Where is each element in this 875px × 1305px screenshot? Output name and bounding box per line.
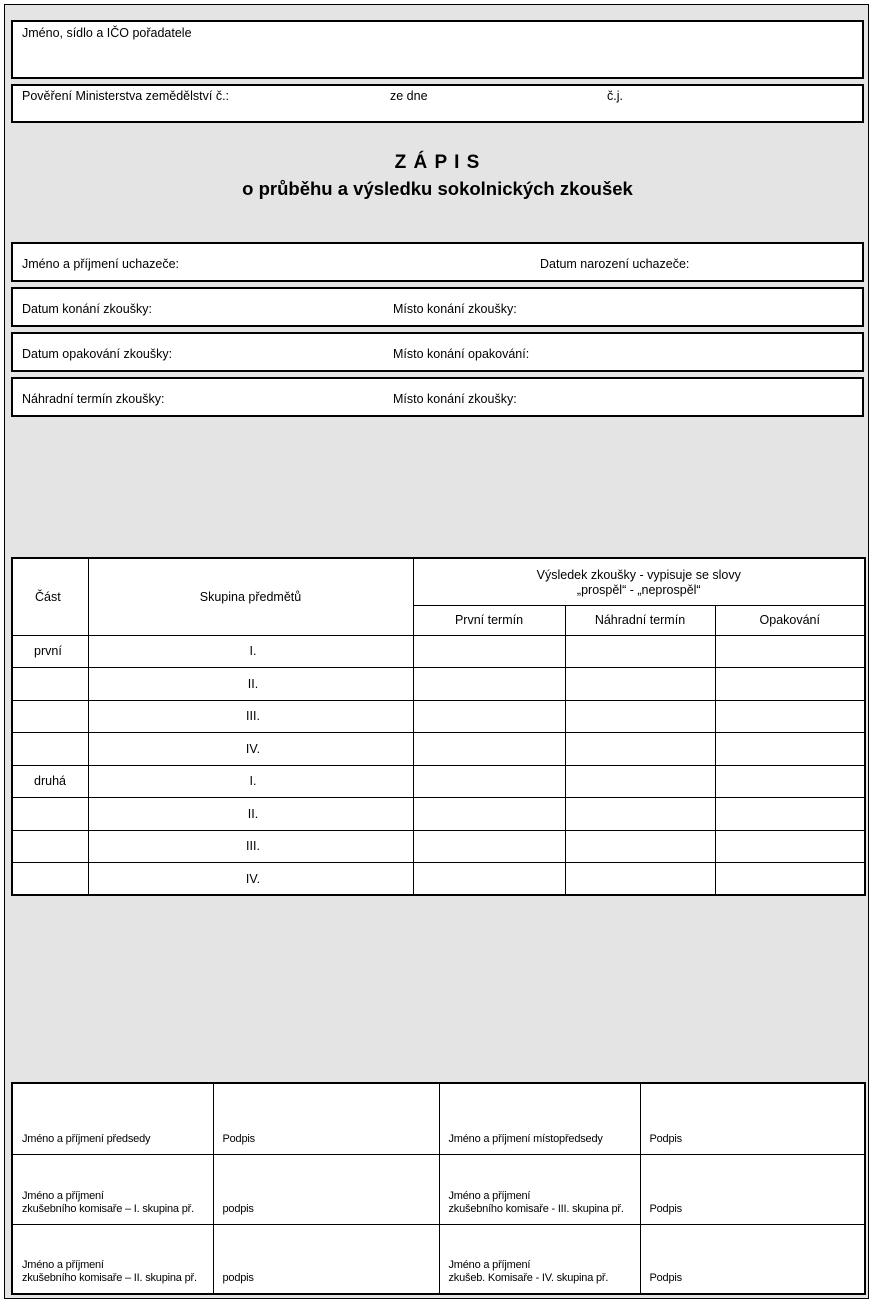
part-cell	[12, 830, 88, 863]
candidate-name-label: Jméno a příjmení uchazeče:	[22, 257, 180, 271]
part-cell: první	[12, 635, 88, 668]
repeat-cell[interactable]	[715, 635, 865, 668]
signature-row	[12, 1224, 865, 1294]
replacement-date-label: Náhradní termín zkoušky:	[22, 392, 165, 406]
group-cell: IV.	[88, 863, 413, 896]
header-part: Část	[12, 558, 88, 635]
signature-cell[interactable]: podpis	[213, 1154, 439, 1224]
repeat-cell[interactable]	[715, 733, 865, 766]
organizer-box[interactable]	[11, 20, 864, 79]
group-cell: II.	[88, 798, 413, 831]
part-cell: druhá	[12, 765, 88, 798]
replacement-term-cell[interactable]	[565, 700, 715, 733]
replacement-term-cell[interactable]	[565, 635, 715, 668]
signature-cell[interactable]: Podpis	[640, 1154, 865, 1224]
replacement-place-label: Místo konání zkoušky:	[393, 392, 517, 406]
name-cell[interactable]: Jméno a příjmení předsedy	[12, 1083, 213, 1154]
replacement-term-cell[interactable]	[565, 798, 715, 831]
group-cell: I.	[88, 765, 413, 798]
repeat-cell[interactable]	[715, 830, 865, 863]
name-cell[interactable]: Jméno a příjmení zkušebního komisaře - III. skupina př.	[439, 1154, 640, 1224]
repeat-cell[interactable]	[715, 668, 865, 701]
authorization-ref-label: č.j.	[607, 89, 623, 103]
table-row	[12, 700, 865, 733]
repeat-date-label: Datum opakování zkoušky:	[22, 347, 173, 361]
signature-row	[12, 1083, 865, 1154]
replacement-term-cell[interactable]	[565, 668, 715, 701]
signature-cell[interactable]: Podpis	[213, 1083, 439, 1154]
repeat-cell[interactable]	[715, 765, 865, 798]
replacement-term-cell[interactable]	[565, 765, 715, 798]
authorization-label: Pověření Ministerstva zemědělství č.:	[22, 89, 230, 103]
group-cell: II.	[88, 668, 413, 701]
repeat-cell[interactable]	[715, 863, 865, 896]
part-cell	[12, 863, 88, 896]
name-cell[interactable]: Jméno a příjmení zkušebního komisaře – II. skupina př.	[12, 1224, 213, 1294]
first-term-cell[interactable]	[413, 765, 565, 798]
replacement-term-cell[interactable]	[565, 863, 715, 896]
header-group: Skupina předmětů	[88, 558, 413, 635]
repeat-date-box[interactable]	[11, 332, 864, 372]
exam-place-label: Místo konání zkoušky:	[393, 302, 517, 316]
signature-cell[interactable]: Podpis	[640, 1083, 865, 1154]
part-cell	[12, 700, 88, 733]
table-row	[12, 733, 865, 766]
group-cell: III.	[88, 700, 413, 733]
name-cell[interactable]: Jméno a příjmení místopředsedy	[439, 1083, 640, 1154]
first-term-cell[interactable]	[413, 733, 565, 766]
signatures-table	[11, 1082, 866, 1295]
group-cell: III.	[88, 830, 413, 863]
document-title: Z Á P I S	[394, 152, 481, 173]
replacement-term-cell[interactable]	[565, 830, 715, 863]
candidate-birth-label: Datum narození uchazeče:	[540, 257, 690, 271]
first-term-cell[interactable]	[413, 635, 565, 668]
first-term-cell[interactable]	[413, 700, 565, 733]
table-row	[12, 668, 865, 701]
candidate-box[interactable]	[11, 242, 864, 282]
signature-cell[interactable]: podpis	[213, 1224, 439, 1294]
table-row	[12, 798, 865, 831]
header-repeat: Opakování	[715, 605, 865, 635]
replacement-date-box[interactable]	[11, 377, 864, 417]
repeat-place-label: Místo konání opakování:	[393, 347, 530, 361]
group-cell: I.	[88, 635, 413, 668]
table-row	[12, 830, 865, 863]
repeat-cell[interactable]	[715, 798, 865, 831]
first-term-cell[interactable]	[413, 798, 565, 831]
authorization-date-label: ze dne	[390, 89, 428, 103]
header-result-line2: „prospěl“ - „neprospěl“	[576, 582, 701, 597]
group-cell: IV.	[88, 733, 413, 766]
part-cell	[12, 668, 88, 701]
header-result-line1: Výsledek zkoušky - vypisuje se slovy	[536, 567, 741, 582]
document-subtitle: o průběhu a výsledku sokolnických zkoušek	[242, 178, 633, 199]
replacement-term-cell[interactable]	[565, 733, 715, 766]
header-result	[413, 558, 865, 605]
part-cell	[12, 733, 88, 766]
table-row	[12, 863, 865, 896]
name-cell[interactable]: Jméno a příjmení zkušeb. Komisaře - IV. skupina př.	[439, 1224, 640, 1294]
results-table	[11, 557, 866, 896]
header-replacement-term: Náhradní termín	[565, 605, 715, 635]
name-cell[interactable]: Jméno a příjmení zkušebního komisaře – I. skupina př.	[12, 1154, 213, 1224]
first-term-cell[interactable]	[413, 863, 565, 896]
exam-date-label: Datum konání zkoušky:	[22, 302, 152, 316]
part-cell	[12, 798, 88, 831]
signature-cell[interactable]: Podpis	[640, 1224, 865, 1294]
first-term-cell[interactable]	[413, 830, 565, 863]
repeat-cell[interactable]	[715, 700, 865, 733]
table-row	[12, 765, 865, 798]
signature-row	[12, 1154, 865, 1224]
table-row	[12, 635, 865, 668]
exam-date-box[interactable]	[11, 287, 864, 327]
header-first-term: První termín	[413, 605, 565, 635]
authorization-box[interactable]	[11, 84, 864, 123]
first-term-cell[interactable]	[413, 668, 565, 701]
organizer-label: Jméno, sídlo a IČO pořadatele	[22, 26, 192, 40]
